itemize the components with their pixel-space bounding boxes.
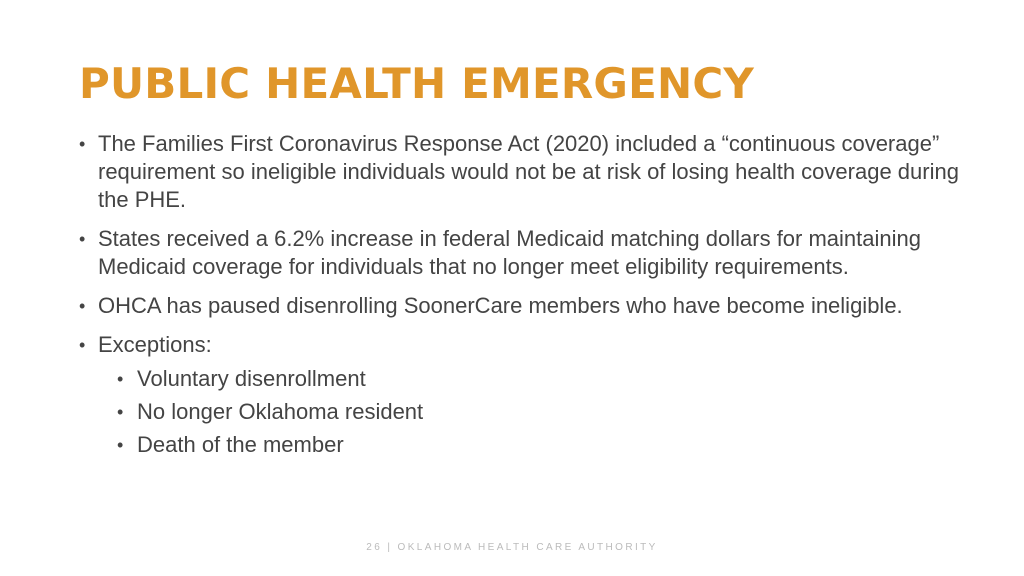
bullet-item <box>79 130 959 214</box>
sub-bullet-text: Death of the member <box>137 432 344 457</box>
bullet-text: Exceptions: <box>98 332 212 357</box>
sub-bullet-item <box>117 431 959 459</box>
sub-bullet-dot-icon: • <box>117 402 124 422</box>
bullet-text: OHCA has paused disenrolling SoonerCare members who have become ineligible. <box>98 293 903 318</box>
sub-bullet-text: Voluntary disenrollment <box>137 366 366 391</box>
bullet-item-exceptions <box>79 331 959 459</box>
bullet-list <box>79 130 959 470</box>
bullet-text: The Families First Coronavirus Response Act (2020) included a “continuous coverage” requirement so ineligible individuals would not be at risk of losing health coverage during the PHE. <box>98 131 959 212</box>
bullet-text: States received a 6.2% increase in federal Medicaid matching dollars for maintaining Medicaid coverage for individuals that no longer meet eligibility requirements. <box>98 226 921 279</box>
bullet-dot-icon: • <box>79 229 86 249</box>
sub-bullet-item <box>117 365 959 393</box>
bullet-dot-icon: • <box>79 296 86 316</box>
bullet-dot-icon: • <box>79 134 86 154</box>
slide-footer: 26 | OKLAHOMA HEALTH CARE AUTHORITY <box>366 542 658 553</box>
sub-bullet-dot-icon: • <box>117 369 124 389</box>
sub-bullet-text: No longer Oklahoma resident <box>137 399 424 424</box>
bullet-dot-icon: • <box>79 335 86 355</box>
slide-title: PUBLIC HEALTH EMERGENCY <box>79 59 754 108</box>
sub-bullet-list <box>98 365 959 459</box>
sub-bullet-item <box>117 398 959 426</box>
bullet-item <box>79 292 959 320</box>
bullet-item <box>79 225 959 281</box>
sub-bullet-dot-icon: • <box>117 435 124 455</box>
